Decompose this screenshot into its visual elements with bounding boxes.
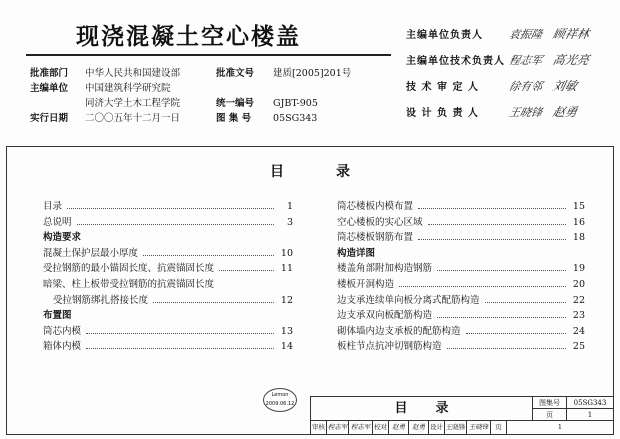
- stamp-line-1: Lemon: [271, 392, 289, 398]
- signature: 王晓锋: [507, 106, 544, 119]
- chief-unit-row: [30, 81, 180, 111]
- responsible-row: [406, 48, 589, 74]
- atlas-number-value: 05SG343: [273, 113, 318, 124]
- contents-entry: [337, 293, 585, 309]
- contents-entry-title: 边支承双向板配筋构造: [337, 310, 433, 322]
- title-block-cell: 1: [557, 423, 563, 431]
- contents-heading: 目录: [270, 164, 402, 180]
- contents-section-heading: 构造详图: [337, 247, 376, 259]
- page-cell-label: 页: [533, 409, 567, 421]
- approval-number-value: 建质[2005]201号: [273, 68, 352, 79]
- contents-entry: [43, 199, 293, 215]
- contents-entry: [337, 199, 585, 215]
- library-stamp: [263, 388, 297, 412]
- contents-entry-page: 18: [572, 232, 585, 244]
- contents-left-column: [43, 199, 293, 355]
- dot-leader: [437, 261, 566, 271]
- title-underline: [26, 54, 391, 56]
- contents-section-heading: 布置图: [43, 310, 72, 322]
- responsible-label: 主编单位负责人: [406, 30, 483, 41]
- signature: 袁振隆: [507, 28, 544, 41]
- dot-leader: [219, 261, 274, 271]
- atlas-number-row: [216, 111, 351, 126]
- contents-entry: [337, 339, 585, 355]
- signature-row: [311, 421, 613, 434]
- title-block-signature: 程志军: [327, 421, 349, 434]
- contents-entry: [43, 261, 293, 277]
- title-block-signature: 程志军: [349, 421, 373, 434]
- approval-info: [30, 66, 180, 126]
- dot-leader: [86, 324, 274, 334]
- dot-leader: [447, 339, 566, 349]
- contents-entry: [337, 215, 585, 231]
- contents-entry-title: 目录: [43, 201, 63, 212]
- dot-leader: [466, 324, 566, 334]
- atlas-number-label: 图 集 号: [216, 113, 252, 124]
- contents-entry: [43, 339, 293, 355]
- page-cell-value: 1: [567, 409, 613, 421]
- contents-entry-title: 筒芯内模: [43, 325, 82, 337]
- contents-entry-page: 25: [572, 341, 585, 353]
- contents-entry: [337, 230, 585, 246]
- approval-number-label: 批准文号: [216, 68, 255, 79]
- contents-right-column: [337, 199, 585, 355]
- document-numbers: [216, 66, 351, 126]
- unified-number-row: [216, 96, 351, 111]
- contents-entry-title: 箱体内模: [43, 341, 82, 353]
- approval-number-row: [216, 66, 351, 81]
- title-block-title: 目录: [311, 397, 533, 421]
- title-block-signature: 王晓锋: [467, 421, 491, 434]
- approval-dept-label: 批准部门: [30, 68, 69, 79]
- contents-entry-page: 20: [572, 278, 585, 290]
- sheet-header: [6, 4, 614, 132]
- contents-entry-title: 筒芯楼板内模布置: [337, 201, 414, 212]
- dot-leader: [485, 293, 566, 303]
- signature: 刘敏: [551, 79, 579, 93]
- contents-entry-page: 3: [286, 216, 293, 228]
- contents-entry-page: 11: [280, 263, 293, 275]
- responsible-row: [406, 22, 589, 48]
- responsible-row: [406, 100, 589, 126]
- dot-leader: [86, 339, 274, 349]
- contents-entry-title: 受拉钢筋的最小锚固长度、抗震锚固长度: [43, 263, 215, 275]
- contents-entry-page: 15: [572, 201, 585, 212]
- responsible-label: 设 计 负 责 人: [406, 108, 479, 119]
- signature: 徐有邻: [507, 80, 544, 93]
- contents-frame: [6, 146, 614, 435]
- title-block-cell: 王晓锋: [445, 421, 467, 434]
- contents-entry: [43, 246, 293, 262]
- contents-entry-page: 22: [572, 294, 585, 306]
- chief-unit-value-2: 同济大学土木工程学院: [85, 98, 181, 109]
- title-block-signature: 赵勇: [389, 421, 409, 434]
- dot-leader: [77, 215, 274, 225]
- approval-dept-row: [30, 66, 180, 81]
- title-block-cell: 校对: [373, 421, 389, 434]
- contents-entry-page: 16: [572, 216, 585, 228]
- title-block-cell: 设计: [429, 421, 445, 434]
- dot-leader: [143, 246, 274, 256]
- contents-entry-title: 混凝土保护层最小厚度: [43, 247, 139, 259]
- dot-leader: [67, 199, 274, 209]
- contents-entry-page: 23: [572, 310, 585, 322]
- contents-entry: [43, 293, 293, 309]
- contents-entry: [337, 261, 585, 277]
- signature: 顾祥林: [551, 27, 591, 41]
- approval-dept-value: 中华人民共和国建设部: [85, 68, 181, 79]
- contents-entry-page: 1: [286, 201, 293, 212]
- atlas-number-cell-value: 05SG343: [567, 397, 613, 409]
- title-block-cell: 审核: [311, 421, 327, 434]
- dot-leader: [399, 277, 566, 287]
- dot-leader: [418, 230, 566, 240]
- contents-entry-title: 楼板开洞构造: [337, 278, 395, 290]
- contents-entry-page: 10: [280, 247, 293, 259]
- contents-entry-title: 楼盖角部附加构造钢筋: [337, 263, 433, 275]
- contents-entry-title: 总说明: [43, 216, 72, 228]
- atlas-number-cell-label: 图集号: [533, 397, 567, 409]
- dot-leader: [428, 215, 566, 225]
- contents-entry-title: 砌体墙内边支承板的配筋构造: [337, 325, 461, 337]
- contents-entry-page: 19: [572, 263, 585, 275]
- signature: 程志军: [507, 54, 544, 67]
- signature: 赵勇: [551, 105, 579, 119]
- contents-entry-page: 13: [280, 325, 293, 337]
- effective-date-label: 实行日期: [30, 113, 69, 124]
- contents-entry-title: 空心楼板的实心区域: [337, 216, 423, 228]
- contents-entry-title: 暗梁、柱上板带受拉钢筋的抗震锚固长度: [43, 278, 215, 290]
- responsible-row: [406, 74, 589, 100]
- contents-entry: [337, 308, 585, 324]
- dot-leader: [418, 199, 566, 209]
- responsible-label: 主编单位技术负责人: [406, 56, 505, 67]
- contents-entry-page: 14: [280, 341, 293, 353]
- chief-unit-label: 主编单位: [30, 83, 69, 94]
- responsible-label: 技 术 审 定 人: [406, 82, 479, 93]
- contents-section-heading: 构造要求: [43, 232, 82, 244]
- responsible-persons: [406, 22, 589, 126]
- contents-entry: [337, 277, 585, 293]
- unified-number-value: GJBT-905: [273, 98, 318, 109]
- dot-leader: [153, 293, 274, 303]
- contents-entry-page: 24: [572, 325, 585, 337]
- contents-entry-page: 12: [280, 294, 293, 306]
- title-block-signature: 赵勇: [409, 421, 429, 434]
- dot-leader: [437, 308, 566, 318]
- chief-unit-value-1: 中国建筑科学研究院: [85, 83, 171, 94]
- stamp-line-2: 2009.06.12: [265, 401, 295, 407]
- title-block: [310, 396, 614, 435]
- contents-entry-title: 边支承连续单向板分离式配筋构造: [337, 294, 480, 306]
- effective-date-value: 二〇〇五年十二月一日: [85, 113, 181, 124]
- contents-entry-title: 板柱节点抗冲切钢筋构造: [337, 341, 442, 353]
- contents-entry-title: 受拉钢筋绑扎搭接长度: [53, 294, 149, 306]
- contents-entry: [43, 215, 293, 231]
- contents-entry: [43, 324, 293, 340]
- atlas-title: 现浇混凝土空心楼盖: [76, 24, 301, 50]
- title-block-cell: 页: [491, 421, 507, 434]
- effective-date-row: [30, 111, 180, 126]
- contents-entry: [337, 324, 585, 340]
- unified-number-label: 统一编号: [216, 98, 255, 109]
- contents-entry-title: 筒芯楼板钢筋布置: [337, 232, 414, 244]
- signature: 高光亮: [551, 53, 591, 67]
